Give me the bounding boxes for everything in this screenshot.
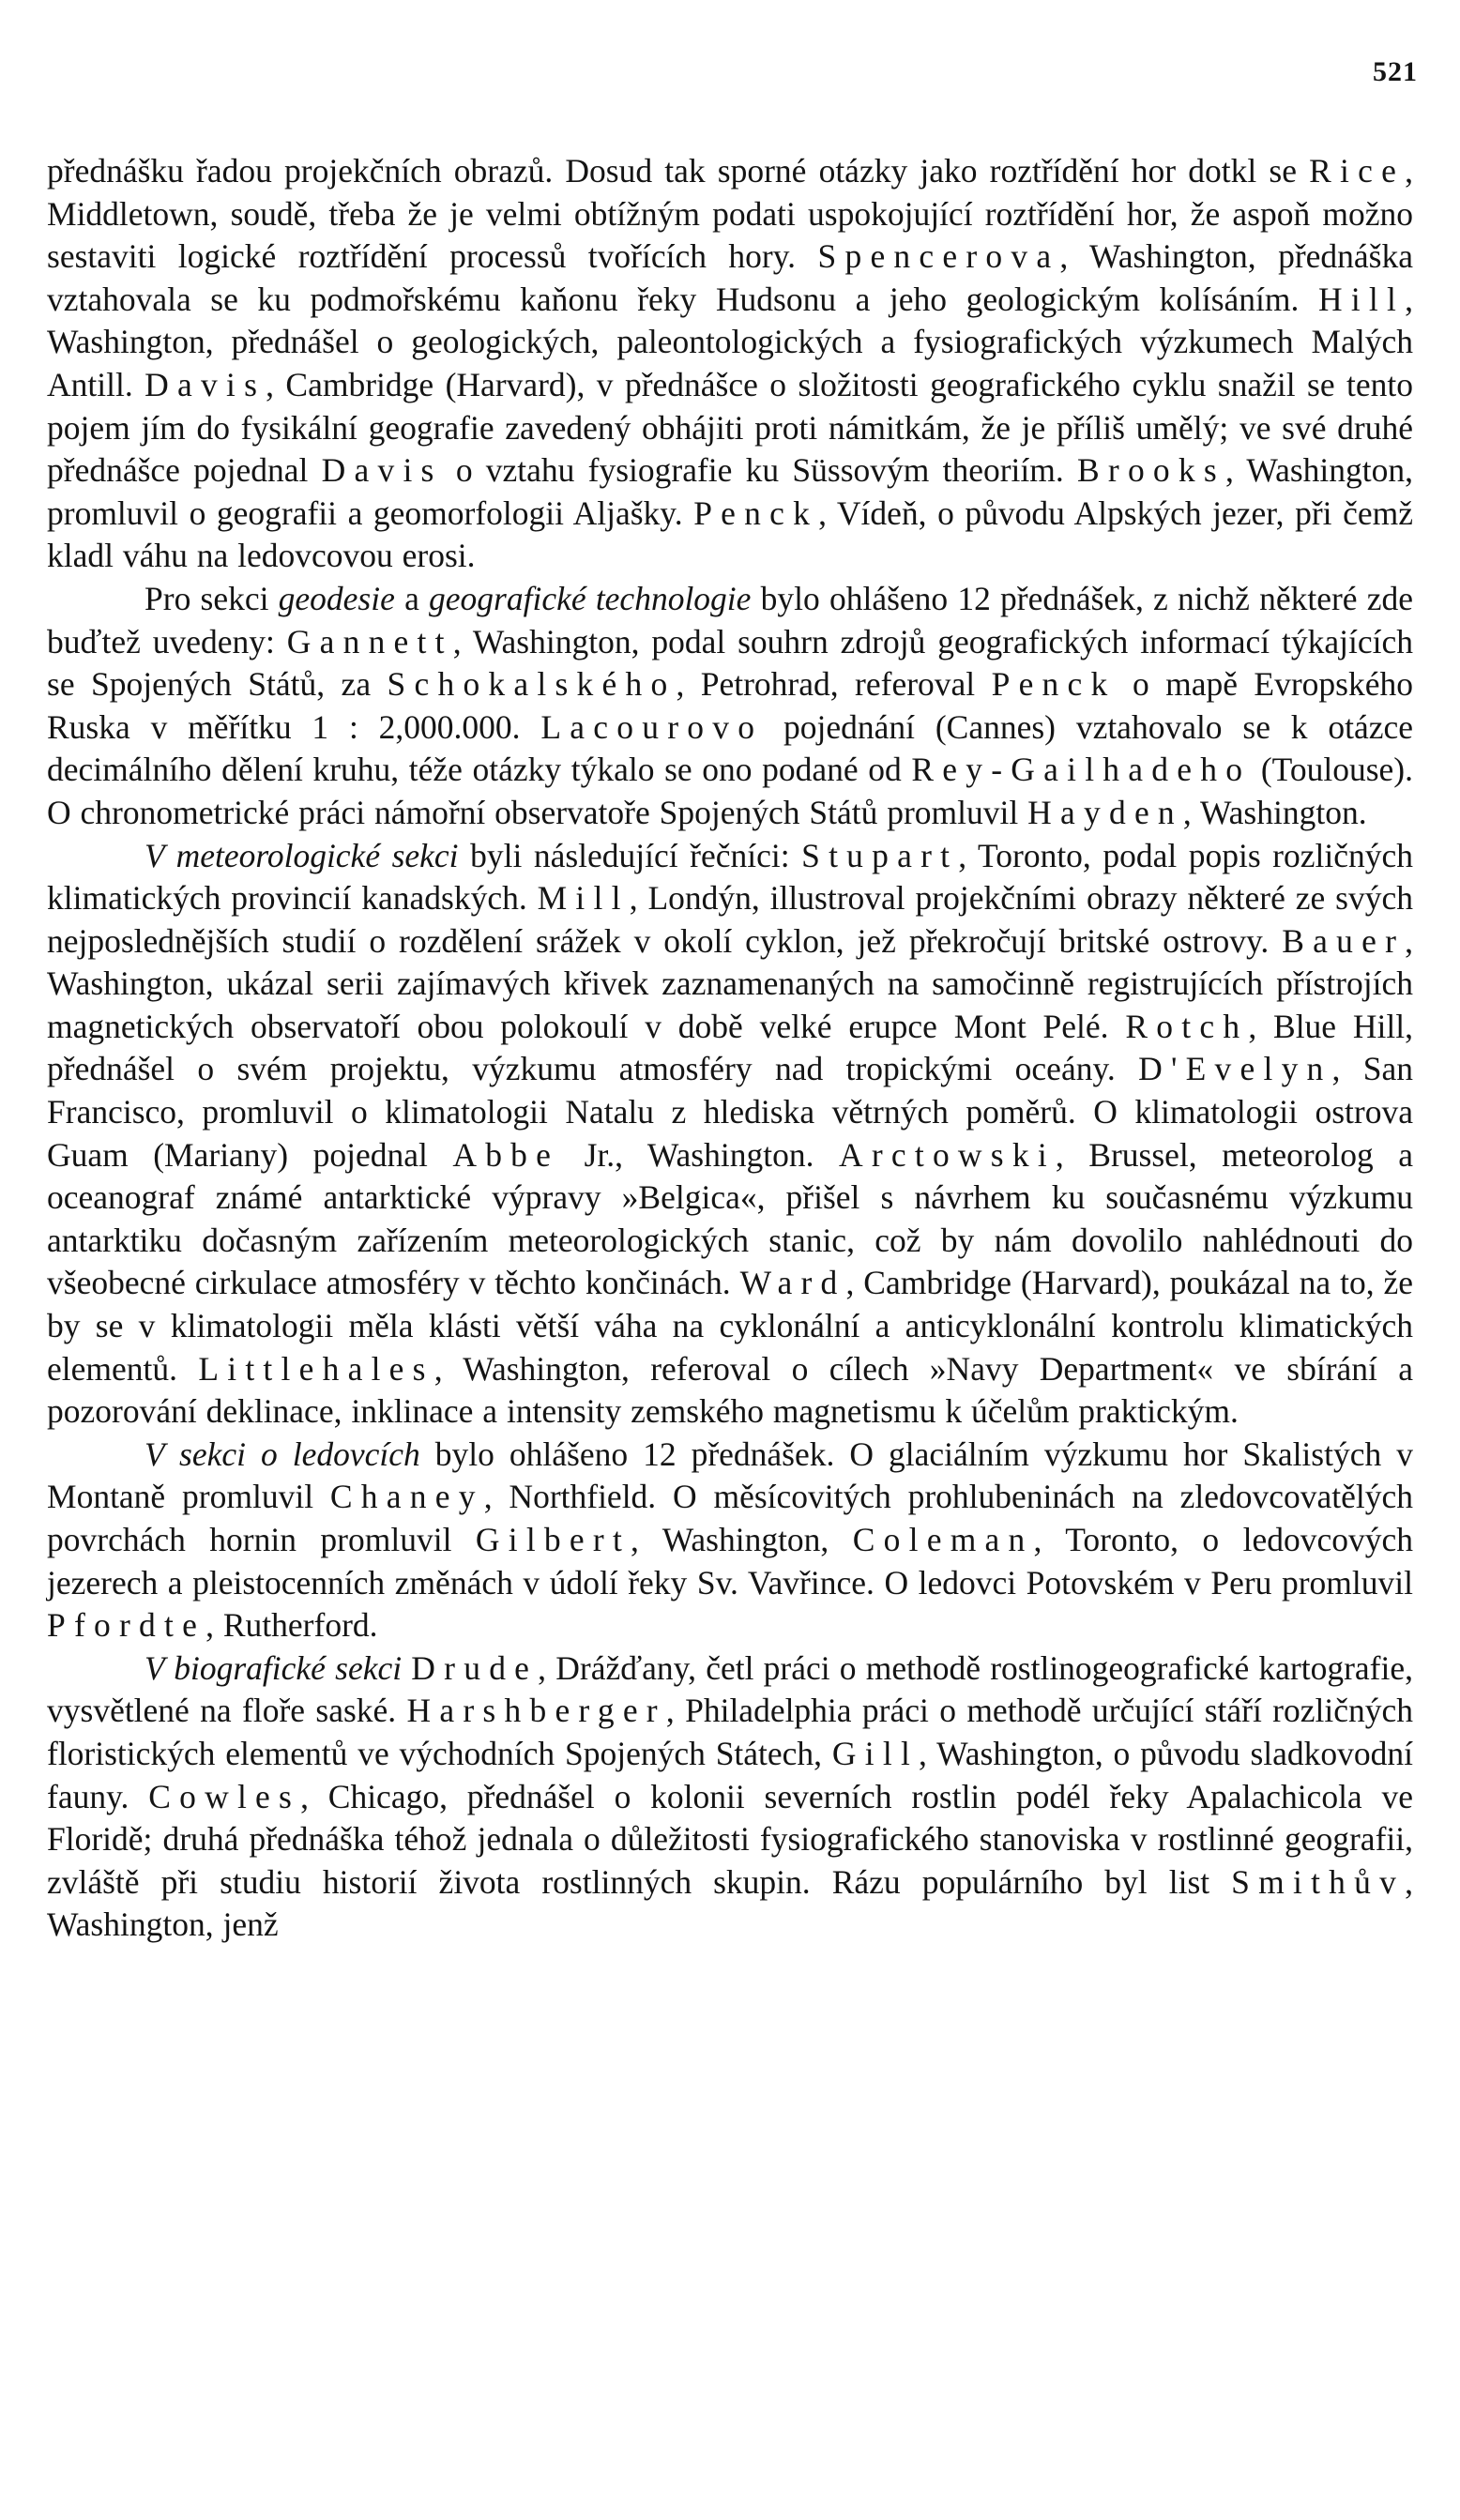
spaced-name: Davis bbox=[144, 365, 266, 403]
text-body bbox=[47, 150, 1413, 1947]
spaced-name: D'Evelyn bbox=[1138, 1050, 1332, 1088]
text-run: a bbox=[394, 579, 430, 617]
text-run: , Cambridge (Harvard), poukázal na to, že by se v klimatologii měla klásti větší váha na cyklonální a anticyklonální kontrolu klimatických elementů. bbox=[47, 1264, 1413, 1388]
text-run: , Philadelphia práci o methodě určující stáří rozličných floristických elementů ve východních Spojených Státech, bbox=[47, 1692, 1413, 1772]
italic-heading: V biografické sekci bbox=[144, 1648, 403, 1687]
spaced-name: Pfordte bbox=[47, 1606, 206, 1645]
spaced-name: Rice bbox=[1309, 152, 1406, 190]
spaced-name: Rotch bbox=[1125, 1007, 1249, 1045]
spaced-name: Lacourovo bbox=[540, 707, 764, 746]
spaced-name: Harshberger bbox=[406, 1692, 666, 1730]
spaced-name: Drude bbox=[411, 1648, 539, 1687]
text-run: (Toulouse). O chronometrické práci námořní observatoře Spojených Států promluvil bbox=[47, 751, 1413, 831]
spaced-name: Davis bbox=[321, 451, 443, 490]
spaced-name: Penck bbox=[991, 665, 1117, 704]
text-run: , Chicago, přednášel o kolonii severních rostlin podél řeky Apalachicola ve Floridě; druhá přednáška téhož jednala o důležitosti fysiografického stanoviska v rostlinné geografii, zvláště při studiu historií života rostlinných skupin. Rázu populárního byl list bbox=[47, 1777, 1413, 1901]
text-run: , San Francisco, promluvil o klimatologii Natalu z hlediska větrných poměrů. O klimatologii ostrova Guam (Mariany) pojednal bbox=[47, 1050, 1414, 1174]
spaced-name: Spencerova bbox=[817, 237, 1060, 276]
text-run: , Washington, podal souhrn zdrojů geografických informací týkajících se Spojených Států, za bbox=[47, 622, 1413, 704]
italic-heading: geodesie bbox=[278, 579, 395, 617]
spaced-name: Schokalského bbox=[387, 665, 677, 704]
spaced-name: Gill bbox=[831, 1734, 920, 1772]
text-run bbox=[402, 1649, 411, 1687]
spaced-name: Cowles bbox=[148, 1777, 301, 1815]
text-run: , Washington. bbox=[1182, 793, 1367, 831]
text-run: Pro sekci bbox=[144, 579, 279, 617]
spaced-name: Smithův bbox=[1231, 1862, 1406, 1901]
text-run: , Washington, referoval o cílech »Navy Department« ve sbírání a pozorování deklinace, inklinace a intensity zemského magnetismu k účelům praktickým. bbox=[47, 1349, 1413, 1431]
text-run: , Washington, o původu sladkovodní fauny. bbox=[47, 1734, 1413, 1815]
spaced-name: Hayden bbox=[1027, 793, 1183, 831]
text-run: , Petrohrad, referoval bbox=[676, 665, 992, 704]
text-run: , Washington, ukázal serii zajímavých křivek zaznamenaných na samočinně registrujících přístrojích magnetických observatoří obou polokoulí v době velké erupce Mont Pelé. bbox=[47, 921, 1413, 1045]
paragraph bbox=[47, 150, 1413, 578]
text-run: , Washington, přednáška vztahovala se ku podmořskému kaňonu řeky Hudsonu a jeho geologickým kolísáním. bbox=[47, 237, 1413, 318]
spaced-name: Brooks bbox=[1076, 451, 1225, 490]
spaced-name: Penck bbox=[693, 493, 819, 532]
text-run: , Toronto, podal popis rozličných klimatických provincií kanadských. bbox=[47, 836, 1413, 918]
spaced-name: Ward bbox=[739, 1264, 846, 1302]
text-run: bylo ohlášeno 12 přednášek, z nichž některé zde buďtež uvedeny: bbox=[47, 579, 1413, 660]
text-run: , Vídeň, o původu Alpských jezer, při čemž kladl váhu na ledovcovou erosi. bbox=[47, 493, 1413, 575]
text-run: , Blue Hill, přednášel o svém projektu, výzkumu atmosféry nad tropickými oceány. bbox=[47, 1007, 1413, 1088]
spaced-name: Coleman bbox=[852, 1521, 1034, 1558]
text-run: , Cambridge (Harvard), v přednášce o složitosti geografického cyklu snažil se tento pojem jím do fysikální geografie zavedený obhájiti proti námitkám, že je příliš umělý; ve své druhé přednášce pojednal bbox=[47, 365, 1413, 490]
spaced-name: Rey-Gailhadeho bbox=[911, 751, 1252, 789]
text-run: bylo ohlášeno 12 přednášek. O glaciálním výzkumu hor Skalistých v Montaně promluvil bbox=[47, 1435, 1413, 1516]
text-run: , Toronto, o ledovcových jezerech a pleistocenních změnách v údolí řeky Sv. Vavřince. O ledovci Potovském v Peru promluvil bbox=[47, 1521, 1413, 1602]
paragraph bbox=[47, 578, 1413, 835]
text-run: o mapě Evropského Ruska v měřítku 1 : 2,000.000. bbox=[47, 665, 1413, 746]
spaced-name: Chaney bbox=[329, 1478, 484, 1516]
page-number: 521 bbox=[1373, 56, 1418, 87]
paragraph bbox=[47, 1434, 1413, 1647]
text-run: , Londýn, illustroval projekčními obrazy některé ze svých nejposlednějších studií o rozdělení srážek v okolí cyklon, jež překročují britské ostrovy. bbox=[47, 879, 1413, 960]
spaced-name: Mill bbox=[537, 879, 630, 918]
spaced-name: Littlehales bbox=[198, 1349, 434, 1388]
text-run: , Washington, jenž bbox=[47, 1862, 1413, 1944]
spaced-name: Arctowski bbox=[838, 1135, 1056, 1174]
text-run: o vztahu fysiografie ku Süssovým theoriím. bbox=[442, 451, 1077, 490]
italic-heading: V sekci o ledovcích bbox=[144, 1435, 420, 1473]
text-run: , Washington, přednášel o geologických, paleontologických a fysiografických výzkumech Malých Antill. bbox=[47, 280, 1413, 403]
text-run: pojednání (Cannes) vztahovalo se k otázce decimálního dělení kruhu, téže otázky týkalo se ono podané od bbox=[47, 707, 1413, 789]
italic-heading: geografické technologie bbox=[429, 579, 752, 617]
italic-heading: V meteorologické sekci bbox=[144, 836, 459, 874]
text-run: , Washington, promluvil o geografii a geomorfologii Aljašky. bbox=[47, 451, 1413, 532]
paragraph bbox=[47, 1647, 1413, 1947]
spaced-name: Abbe bbox=[452, 1135, 560, 1174]
text-run: , Brussel, meteorolog a oceanograf známé antarktické výpravy »Belgica«, přišel s návrhem ku současnému výzkumu antarktiku dočasným zařízením meteorologických stanic, což by nám dovolilo nahlédnouti do všeobecné cirkulace atmosféry v těchto končinách. bbox=[47, 1135, 1414, 1302]
text-run: byli následující řečníci: bbox=[458, 836, 802, 874]
spaced-name: Bauer bbox=[1282, 921, 1406, 960]
text-run: Jr., Washington. bbox=[559, 1135, 839, 1174]
spaced-name: Gilbert bbox=[475, 1521, 631, 1558]
spaced-name: Hill bbox=[1317, 280, 1406, 318]
text-run: , Northfield. O měsícovitých prohlubeninách na zledovcovatělých povrchách hornin promluvil bbox=[47, 1478, 1413, 1558]
text-run: , Rutherford. bbox=[205, 1606, 378, 1645]
spaced-name: Gannett bbox=[286, 622, 453, 660]
text-run: přednášku řadou projekčních obrazů. Dosud tak sporné otázky jako roztřídění hor dotkl se bbox=[47, 152, 1310, 190]
text-run: , Middletown, soudě, třeba že je velmi obtížným podati uspokojující roztřídění hor, že aspoň možno sestaviti logické roztřídění processů tvořících hory. bbox=[47, 152, 1413, 276]
text-run: , Washington, bbox=[631, 1521, 853, 1558]
paragraph bbox=[47, 835, 1413, 1434]
text-run: , Drážďany, četl práci o methodě rostlinogeografické kartografie, vysvětlené na floře saské. bbox=[47, 1648, 1413, 1730]
spaced-name: Stupart bbox=[801, 836, 959, 874]
